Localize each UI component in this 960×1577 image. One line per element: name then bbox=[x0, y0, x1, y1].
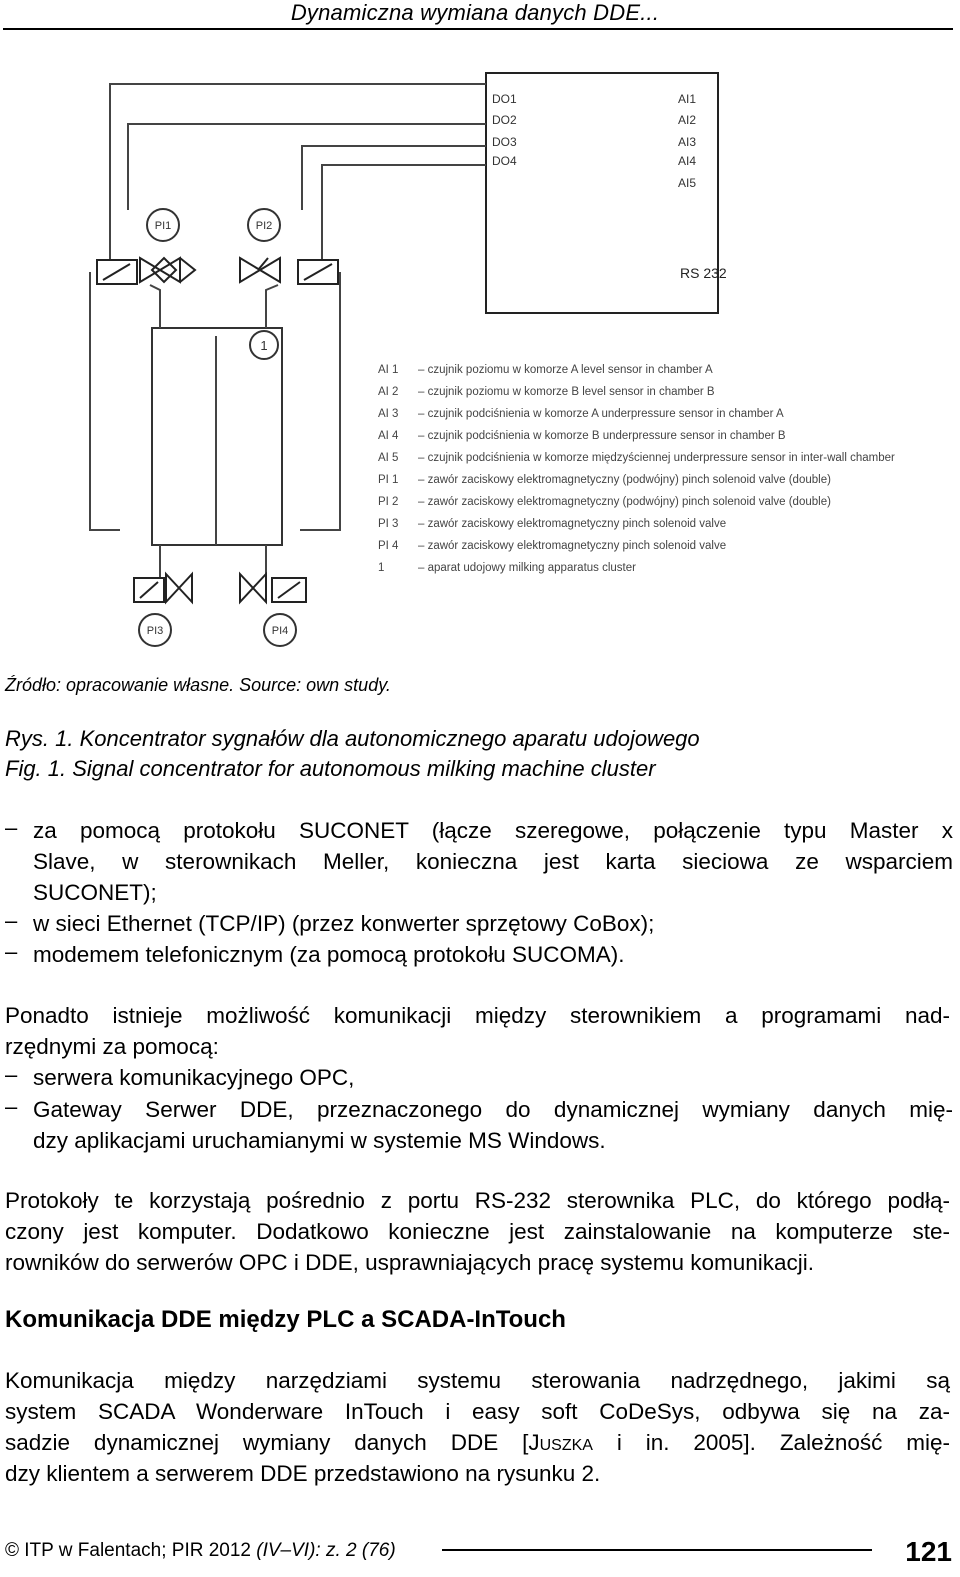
list-item bbox=[5, 939, 955, 971]
section-heading: Komunikacja DDE między PLC a SCADA-InTouch bbox=[5, 1306, 566, 1333]
valve-pi3-lower bbox=[134, 574, 192, 602]
legend-desc: – zawór zaciskowy elektromagnetyczny (podwójny) pinch solenoid valve (double) bbox=[418, 474, 831, 486]
footer-citation bbox=[5, 1540, 396, 1562]
legend-desc: – czujnik poziomu w komorze A level sensor in chamber A bbox=[418, 364, 713, 376]
dash-bullet: – bbox=[5, 1062, 18, 1087]
list-item-text: modemem telefonicznym (za pomocą protokołu SUCOMA). bbox=[33, 942, 625, 967]
list-item-text bbox=[33, 1094, 953, 1156]
paragraph bbox=[5, 1185, 950, 1278]
cluster-label: 1 bbox=[260, 338, 268, 353]
text-line: rowników do serwerów OPC i DDE, usprawniających pracę systemu komunikacji. bbox=[5, 1250, 815, 1275]
legend-desc: – zawór zaciskowy elektromagnetyczny pinch solenoid valve bbox=[418, 540, 727, 552]
dash-bullet: – bbox=[5, 815, 18, 840]
text-line: rzędnymi za pomocą: bbox=[5, 1034, 219, 1059]
text-line bbox=[5, 1427, 950, 1458]
valve-pi2-upper bbox=[240, 258, 338, 284]
ai-label: AI3 bbox=[678, 135, 697, 149]
list-item bbox=[5, 908, 955, 940]
ai-label: AI5 bbox=[678, 176, 697, 190]
text-line: za pomocą protokołu SUCONET (łącze szeregowe, połączenie typu Master x bbox=[33, 818, 953, 843]
legend-code: PI 3 bbox=[378, 518, 399, 530]
text-span: sadzie dynamicznej wymiany danych DDE [J bbox=[5, 1430, 540, 1455]
valve-label-pi2: PI2 bbox=[255, 220, 273, 232]
do-label: DO2 bbox=[492, 113, 517, 127]
dash-bullet: – bbox=[5, 939, 18, 964]
legend-desc: – aparat udojowy milking apparatus cluster bbox=[418, 562, 636, 574]
text-span: i in. 2005]. Zależność mię- bbox=[592, 1430, 950, 1455]
figure-caption-en: Fig. 1. Signal concentrator for autonomous milking machine cluster bbox=[5, 756, 656, 781]
legend-desc: – czujnik podciśnienia w komorze A underpressure sensor in chamber A bbox=[418, 408, 784, 420]
ai-label: AI1 bbox=[678, 92, 697, 106]
footer-journal: © ITP w Falentach; PIR 2012 bbox=[5, 1540, 257, 1561]
header-rule bbox=[3, 28, 953, 30]
text-line: Ponadto istnieje możliwość komunikacji między sterownikiem a programami nad- bbox=[5, 1003, 950, 1028]
rs232-label: RS 232 bbox=[680, 265, 727, 281]
text-line: SUCONET); bbox=[33, 880, 157, 905]
text-line: Protokoły te korzystają pośrednio z portu RS-232 sterownika PLC, do którego podłą- bbox=[5, 1188, 950, 1213]
figure-source: Źródło: opracowanie własne. Source: own study. bbox=[5, 675, 391, 695]
list-item-text: serwera komunikacyjnego OPC, bbox=[33, 1065, 355, 1090]
valve-pi4-lower bbox=[240, 574, 306, 602]
ai-label: AI4 bbox=[678, 154, 697, 168]
legend-code: PI 1 bbox=[378, 474, 399, 486]
text-line: Gateway Serwer DDE, przeznaczonego do dynamicznej wymiany danych mię- bbox=[33, 1097, 953, 1122]
legend-desc: – czujnik podciśnienia w komorze B underpressure sensor in chamber B bbox=[418, 430, 786, 442]
valve-label-pi1: PI1 bbox=[154, 220, 172, 232]
list-item bbox=[5, 815, 955, 915]
legend-code: PI 4 bbox=[378, 540, 399, 552]
page-number: 121 bbox=[905, 1536, 952, 1567]
valve-pi1-upper bbox=[97, 258, 195, 284]
paragraph bbox=[5, 1000, 950, 1062]
author-name-smallcaps: uszka bbox=[539, 1430, 593, 1455]
legend-code: AI 1 bbox=[378, 364, 399, 376]
footer-issue: (IV–VI): z. 2 (76) bbox=[256, 1540, 396, 1561]
legend-code: AI 3 bbox=[378, 408, 399, 420]
do-label: DO1 bbox=[492, 92, 517, 106]
running-title: Dynamiczna wymiana danych DDE... bbox=[290, 0, 660, 25]
list-item-text: w sieci Ethernet (TCP/IP) (przez konwerter sprzętowy CoBox); bbox=[33, 911, 655, 936]
do-label: DO4 bbox=[492, 154, 517, 168]
ai-label: AI2 bbox=[678, 113, 697, 127]
legend-code: AI 2 bbox=[378, 386, 399, 398]
legend-desc: – zawór zaciskowy elektromagnetyczny (podwójny) pinch solenoid valve (double) bbox=[418, 496, 831, 508]
legend-desc: – czujnik poziomu w komorze B level sensor in chamber B bbox=[418, 386, 715, 398]
text-line: dzy klientem a serwerem DDE przedstawiono na rysunku 2. bbox=[5, 1461, 601, 1486]
list-item-text bbox=[33, 815, 953, 908]
paragraph bbox=[5, 1365, 950, 1489]
legend-desc: – czujnik podciśnienia w komorze międzyściennej underpressure sensor in inter-wall chamber bbox=[418, 452, 895, 464]
valve-label-pi4: PI4 bbox=[271, 625, 289, 637]
footer-rule bbox=[442, 1549, 872, 1551]
do-label: DO3 bbox=[492, 135, 517, 149]
legend-code: AI 4 bbox=[378, 430, 399, 442]
list-item bbox=[5, 1062, 955, 1094]
text-line: czony jest komputer. Dodatkowo konieczne jest zainstalowanie na komputerze ste- bbox=[5, 1219, 950, 1244]
text-line: dzy aplikacjami uruchamianymi w systemie MS Windows. bbox=[33, 1128, 606, 1153]
legend-code: PI 2 bbox=[378, 496, 399, 508]
dash-bullet: – bbox=[5, 1094, 18, 1119]
legend-desc: – zawór zaciskowy elektromagnetyczny pinch solenoid valve bbox=[418, 518, 727, 530]
text-line: Komunikacja między narzędziami systemu sterowania nadrzędnego, jakimi są bbox=[5, 1368, 950, 1393]
list-item bbox=[5, 1094, 955, 1158]
valve-label-pi3: PI3 bbox=[146, 625, 164, 637]
text-line: Slave, w sterownikach Meller, konieczna jest karta sieciowa ze wsparciem bbox=[33, 849, 953, 874]
legend-code: 1 bbox=[378, 562, 385, 574]
legend-code: AI 5 bbox=[378, 452, 399, 464]
dash-bullet: – bbox=[5, 908, 18, 933]
figure-caption-pl: Rys. 1. Koncentrator sygnałów dla autonomicznego aparatu udojowego bbox=[5, 726, 700, 751]
text-line: system SCADA Wonderware InTouch i easy soft CoDeSys, odbywa się na za- bbox=[5, 1399, 950, 1424]
